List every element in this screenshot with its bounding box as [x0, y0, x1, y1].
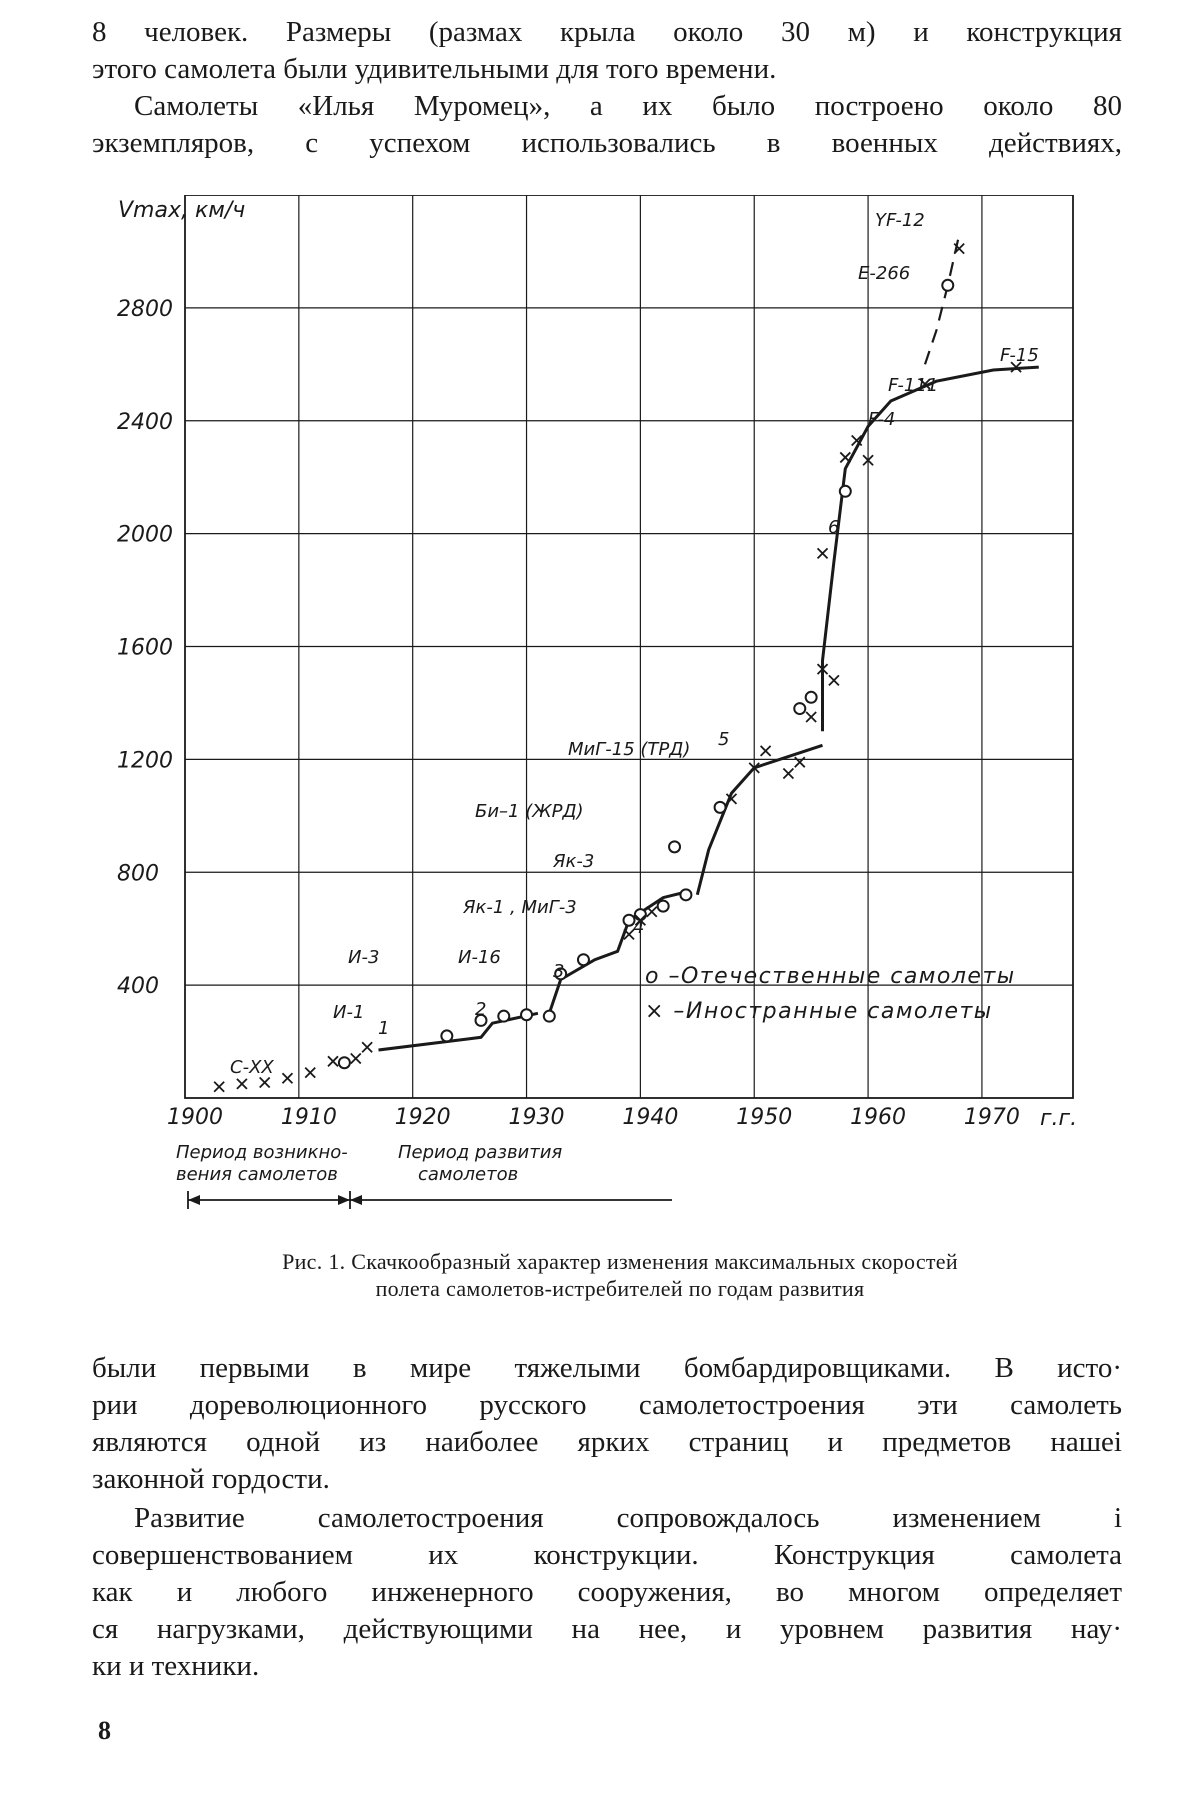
page-number: 8: [98, 1716, 111, 1745]
period-arrows: [188, 1191, 672, 1209]
label-i1: И-1: [333, 1002, 365, 1023]
point-foreign: [351, 1053, 361, 1063]
point-foreign: [783, 768, 793, 778]
point-foreign: [328, 1056, 338, 1066]
period-1-label-line2: вения самолетов: [176, 1164, 338, 1185]
point-foreign: [305, 1068, 315, 1078]
point-foreign: [260, 1077, 270, 1087]
trend-segment: [823, 367, 1039, 731]
chart-annotations: [118, 198, 1077, 1209]
point-foreign: [761, 746, 771, 756]
label-yf12: YF-12: [875, 210, 925, 231]
text-line: являются одной из наиболее ярких страниц и предметов нашеi: [92, 1426, 1122, 1458]
caption-line: полета самолетов-истребителей по годам развития: [375, 1276, 865, 1301]
text-line: законной гордости.: [92, 1463, 330, 1495]
y-tick-label: 2400: [117, 409, 173, 435]
point-foreign: [829, 675, 839, 685]
text-line: совершенствованием их конструкции. Конструкция самолета: [92, 1539, 1122, 1571]
label-i16: И-16: [458, 947, 501, 968]
point-domestic: [806, 692, 817, 703]
label-bi1: Би–1 (ЖРД): [475, 801, 584, 822]
y-tick-label: 2000: [117, 522, 173, 548]
x-tick-label: 1930: [508, 1105, 565, 1130]
period-2-label-line2: самолетов: [418, 1164, 519, 1185]
point-domestic: [544, 1011, 555, 1022]
point-domestic: [794, 703, 805, 714]
y-tick-label: 1200: [117, 748, 173, 774]
label-f15: F-15: [1000, 345, 1039, 366]
point-domestic: [715, 802, 726, 813]
segment-number-3: 3: [553, 961, 565, 982]
legend-domestic: о –Отечественные самолеты: [645, 964, 1016, 989]
text-line: были первыми в мире тяжелыми бомбардировщиками. В исто·: [92, 1352, 1122, 1384]
point-domestic: [942, 280, 953, 291]
label-f111: F-111: [888, 375, 939, 396]
trend-segment: [925, 235, 959, 365]
point-foreign: [840, 452, 850, 462]
point-foreign: [647, 907, 657, 917]
point-domestic: [658, 901, 669, 912]
x-tick-label: 1910: [280, 1105, 337, 1130]
text-line: Развитие самолетостроения сопровождалось изменением i: [134, 1502, 1122, 1534]
label-i3: И-3: [348, 947, 380, 968]
text-line: Самолеты «Илья Муромец», а их было построено около 80: [134, 90, 1122, 122]
caption-line: Рис. 1. Скачкообразный характер изменения максимальных скоростей: [282, 1249, 958, 1274]
chart-grid: [185, 195, 1073, 1098]
label-yak1-mig3: Як-1 , МиГ-3: [463, 897, 577, 918]
segment-number-4: 4: [633, 917, 645, 938]
point-foreign: [282, 1073, 292, 1083]
text-line: ки и техники.: [92, 1650, 260, 1682]
text-line: этого самолета были удивительными для того времени.: [92, 53, 777, 85]
text-line: как и любого инженерного сооружения, во многом определяет: [92, 1576, 1122, 1608]
point-domestic: [578, 954, 589, 965]
x-axis-unit: г.г.: [1040, 1106, 1078, 1131]
text-line: экземпляров, с успехом использовались в военных действиях,: [92, 127, 1122, 159]
period-1-label-line1: Период возникно-: [176, 1142, 348, 1163]
segment-number-6: 6: [828, 517, 840, 538]
point-domestic: [498, 1011, 509, 1022]
point-domestic: [441, 1030, 452, 1041]
text-line: рии дореволюционного русского самолетостроения эти самолеть: [92, 1389, 1122, 1421]
trend-segment: [379, 1013, 538, 1050]
point-domestic: [521, 1009, 532, 1020]
point-foreign: [214, 1082, 224, 1092]
y-tick-label: 400: [117, 974, 159, 1000]
paragraph: [92, 14, 1122, 88]
text-line: ся нагрузками, действующими на нее, и уровнем развития нау·: [92, 1613, 1122, 1645]
point-foreign: [362, 1042, 372, 1052]
x-tick-label: 1970: [963, 1105, 1020, 1130]
trend-lines: [379, 235, 1039, 1051]
label-sxx: С-ХХ: [230, 1057, 274, 1078]
point-domestic: [680, 889, 691, 900]
segment-number-2: 2: [475, 999, 487, 1020]
segment-number-5: 5: [718, 729, 730, 750]
y-axis-label: Vmax, км/ч: [118, 198, 246, 223]
legend: [645, 964, 1016, 1024]
text-line: 8 человек. Размеры (размах крыла около 30 м) и конструкция: [92, 16, 1122, 48]
segment-number-1: 1: [378, 1018, 390, 1039]
point-domestic: [669, 841, 680, 852]
label-yak3: Як-3: [553, 851, 595, 872]
point-foreign: [806, 712, 816, 722]
point-foreign: [795, 757, 805, 767]
x-tick-label: 1900: [167, 1105, 223, 1130]
paragraph: [92, 1350, 1122, 1498]
x-tick-label: 1950: [736, 1105, 793, 1130]
y-tick-label: 1600: [117, 635, 173, 661]
figure-caption: [120, 1248, 1120, 1302]
label-mig15: МиГ-15 (ТРД): [568, 739, 691, 760]
x-tick-label: 1920: [394, 1105, 451, 1130]
paragraph: [92, 88, 1122, 162]
y-tick-label: 2800: [117, 296, 173, 322]
paragraph: [92, 1500, 1122, 1685]
label-f4: F-4: [868, 409, 896, 430]
period-2-label-line1: Период развития: [398, 1142, 563, 1163]
point-foreign: [237, 1079, 247, 1089]
point-domestic: [840, 486, 851, 497]
speed-chart: [0, 195, 1200, 1215]
point-domestic: [339, 1057, 350, 1068]
y-tick-label: 800: [117, 861, 159, 887]
legend-foreign: × –Иностранные самолеты: [645, 999, 993, 1024]
point-foreign: [818, 548, 828, 558]
x-tick-label: 1960: [850, 1105, 907, 1130]
label-e266: Е-266: [858, 263, 911, 284]
x-tick-label: 1940: [622, 1105, 679, 1130]
